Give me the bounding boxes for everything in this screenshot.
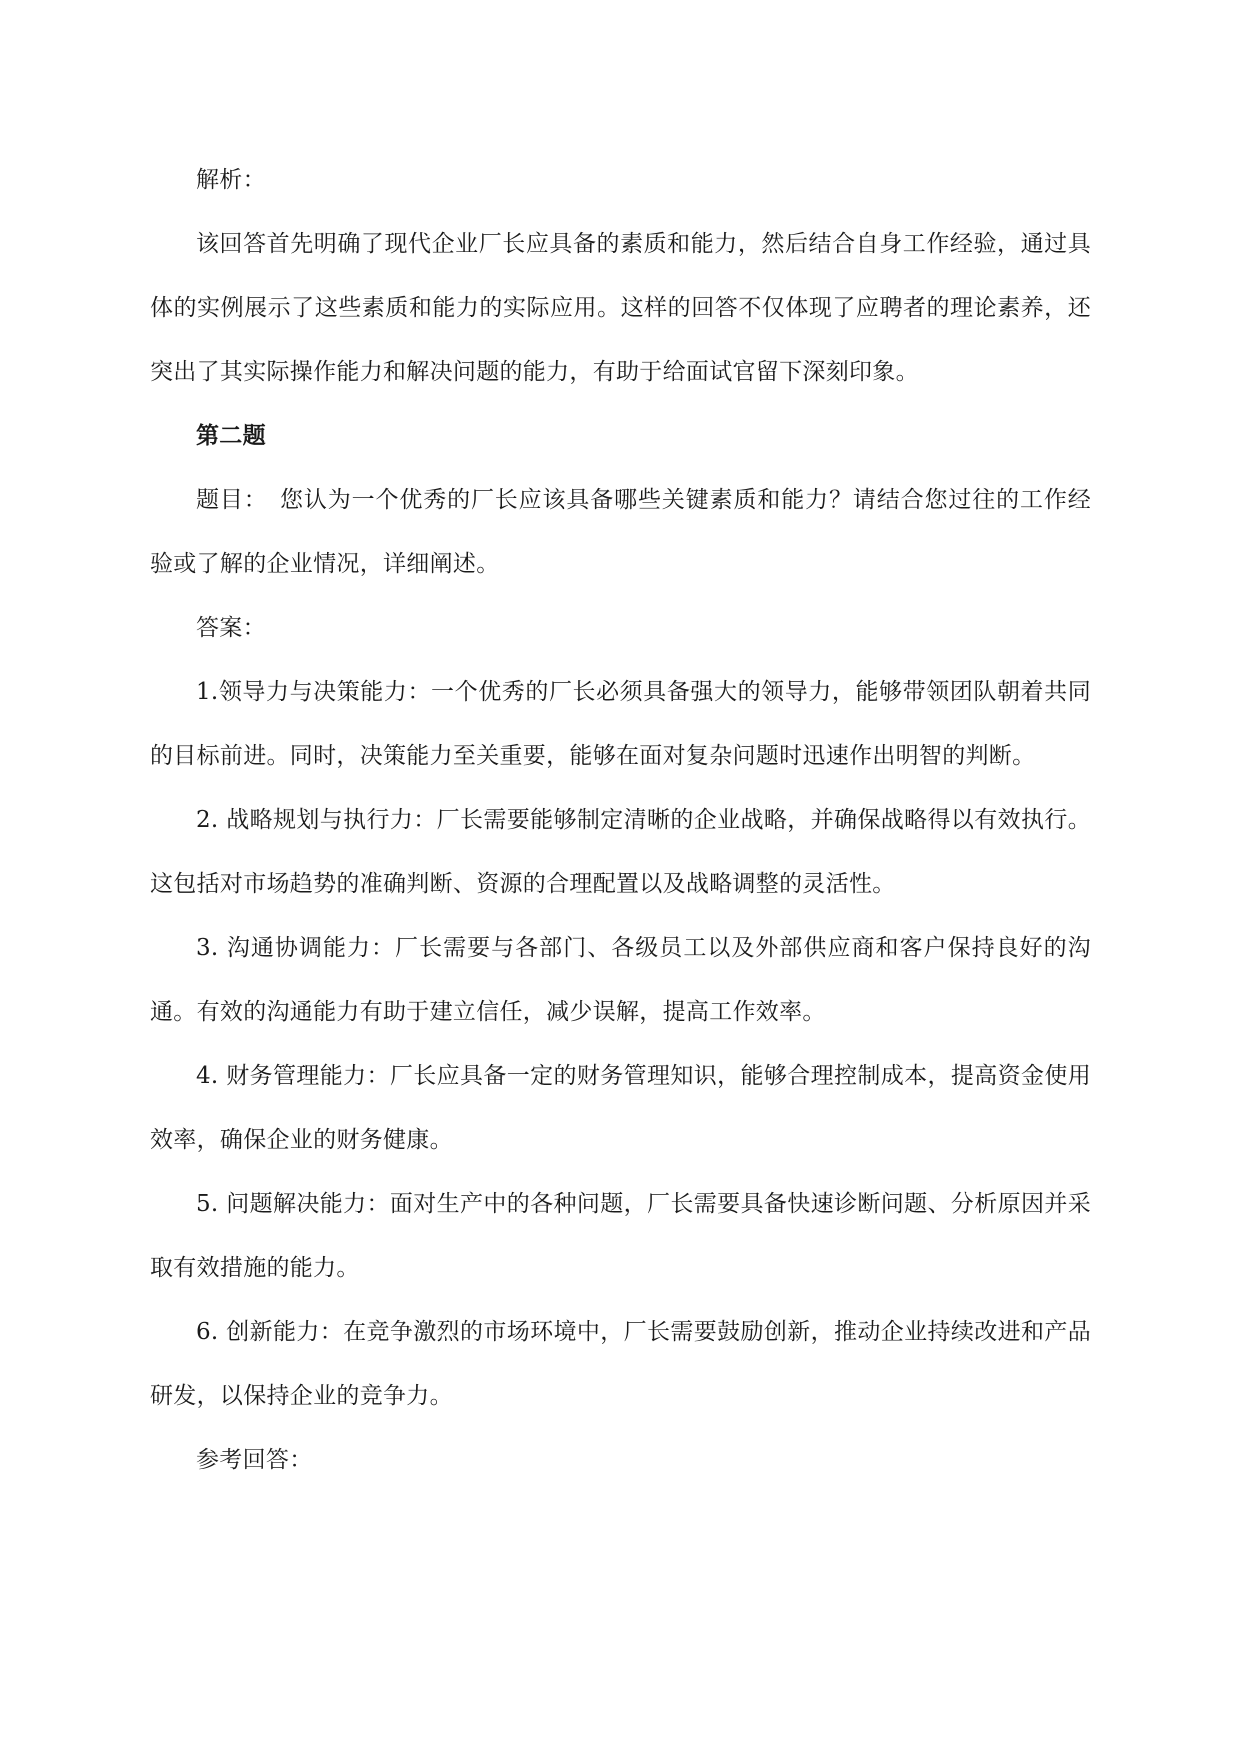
reference-answer-label: 参考回答： bbox=[196, 1447, 313, 1473]
answer-label: 答案： bbox=[196, 615, 266, 641]
answer-item-4: 4. 财务管理能力：厂长应具备一定的财务管理知识，能够合理控制成本，提高资金使用效率，确保企业的财务健康。 bbox=[150, 1063, 1091, 1153]
question-prompt: 题目： 您认为一个优秀的厂长应该具备哪些关键素质和能力？请结合您过往的工作经验或了解的企业情况，详细阐述。 bbox=[150, 487, 1091, 577]
analysis-label: 解析： bbox=[196, 167, 266, 193]
analysis-paragraph: 该回答首先明确了现代企业厂长应具备的素质和能力，然后结合自身工作经验，通过具体的实例展示了这些素质和能力的实际应用。这样的回答不仅体现了应聘者的理论素养，还突出了其实际操作能力和解决问题的能力，有助于给面试官留下深刻印象。 bbox=[150, 231, 1091, 385]
answer-item-3: 3. 沟通协调能力：厂长需要与各部门、各级员工以及外部供应商和客户保持良好的沟通。有效的沟通能力有助于建立信任，减少误解，提高工作效率。 bbox=[150, 935, 1091, 1025]
answer-item-5: 5. 问题解决能力：面对生产中的各种问题，厂长需要具备快速诊断问题、分析原因并采取有效措施的能力。 bbox=[150, 1191, 1091, 1281]
answer-item-2: 2. 战略规划与执行力：厂长需要能够制定清晰的企业战略，并确保战略得以有效执行。这包括对市场趋势的准确判断、资源的合理配置以及战略调整的灵活性。 bbox=[150, 807, 1091, 897]
question-heading: 第二题 bbox=[196, 422, 266, 449]
answer-item-6: 6. 创新能力：在竞争激烈的市场环境中，厂长需要鼓励创新，推动企业持续改进和产品研发，以保持企业的竞争力。 bbox=[150, 1319, 1091, 1409]
answer-item-1: 1.领导力与决策能力：一个优秀的厂长必须具备强大的领导力，能够带领团队朝着共同的目标前进。同时，决策能力至关重要，能够在面对复杂问题时迅速作出明智的判断。 bbox=[150, 679, 1091, 769]
